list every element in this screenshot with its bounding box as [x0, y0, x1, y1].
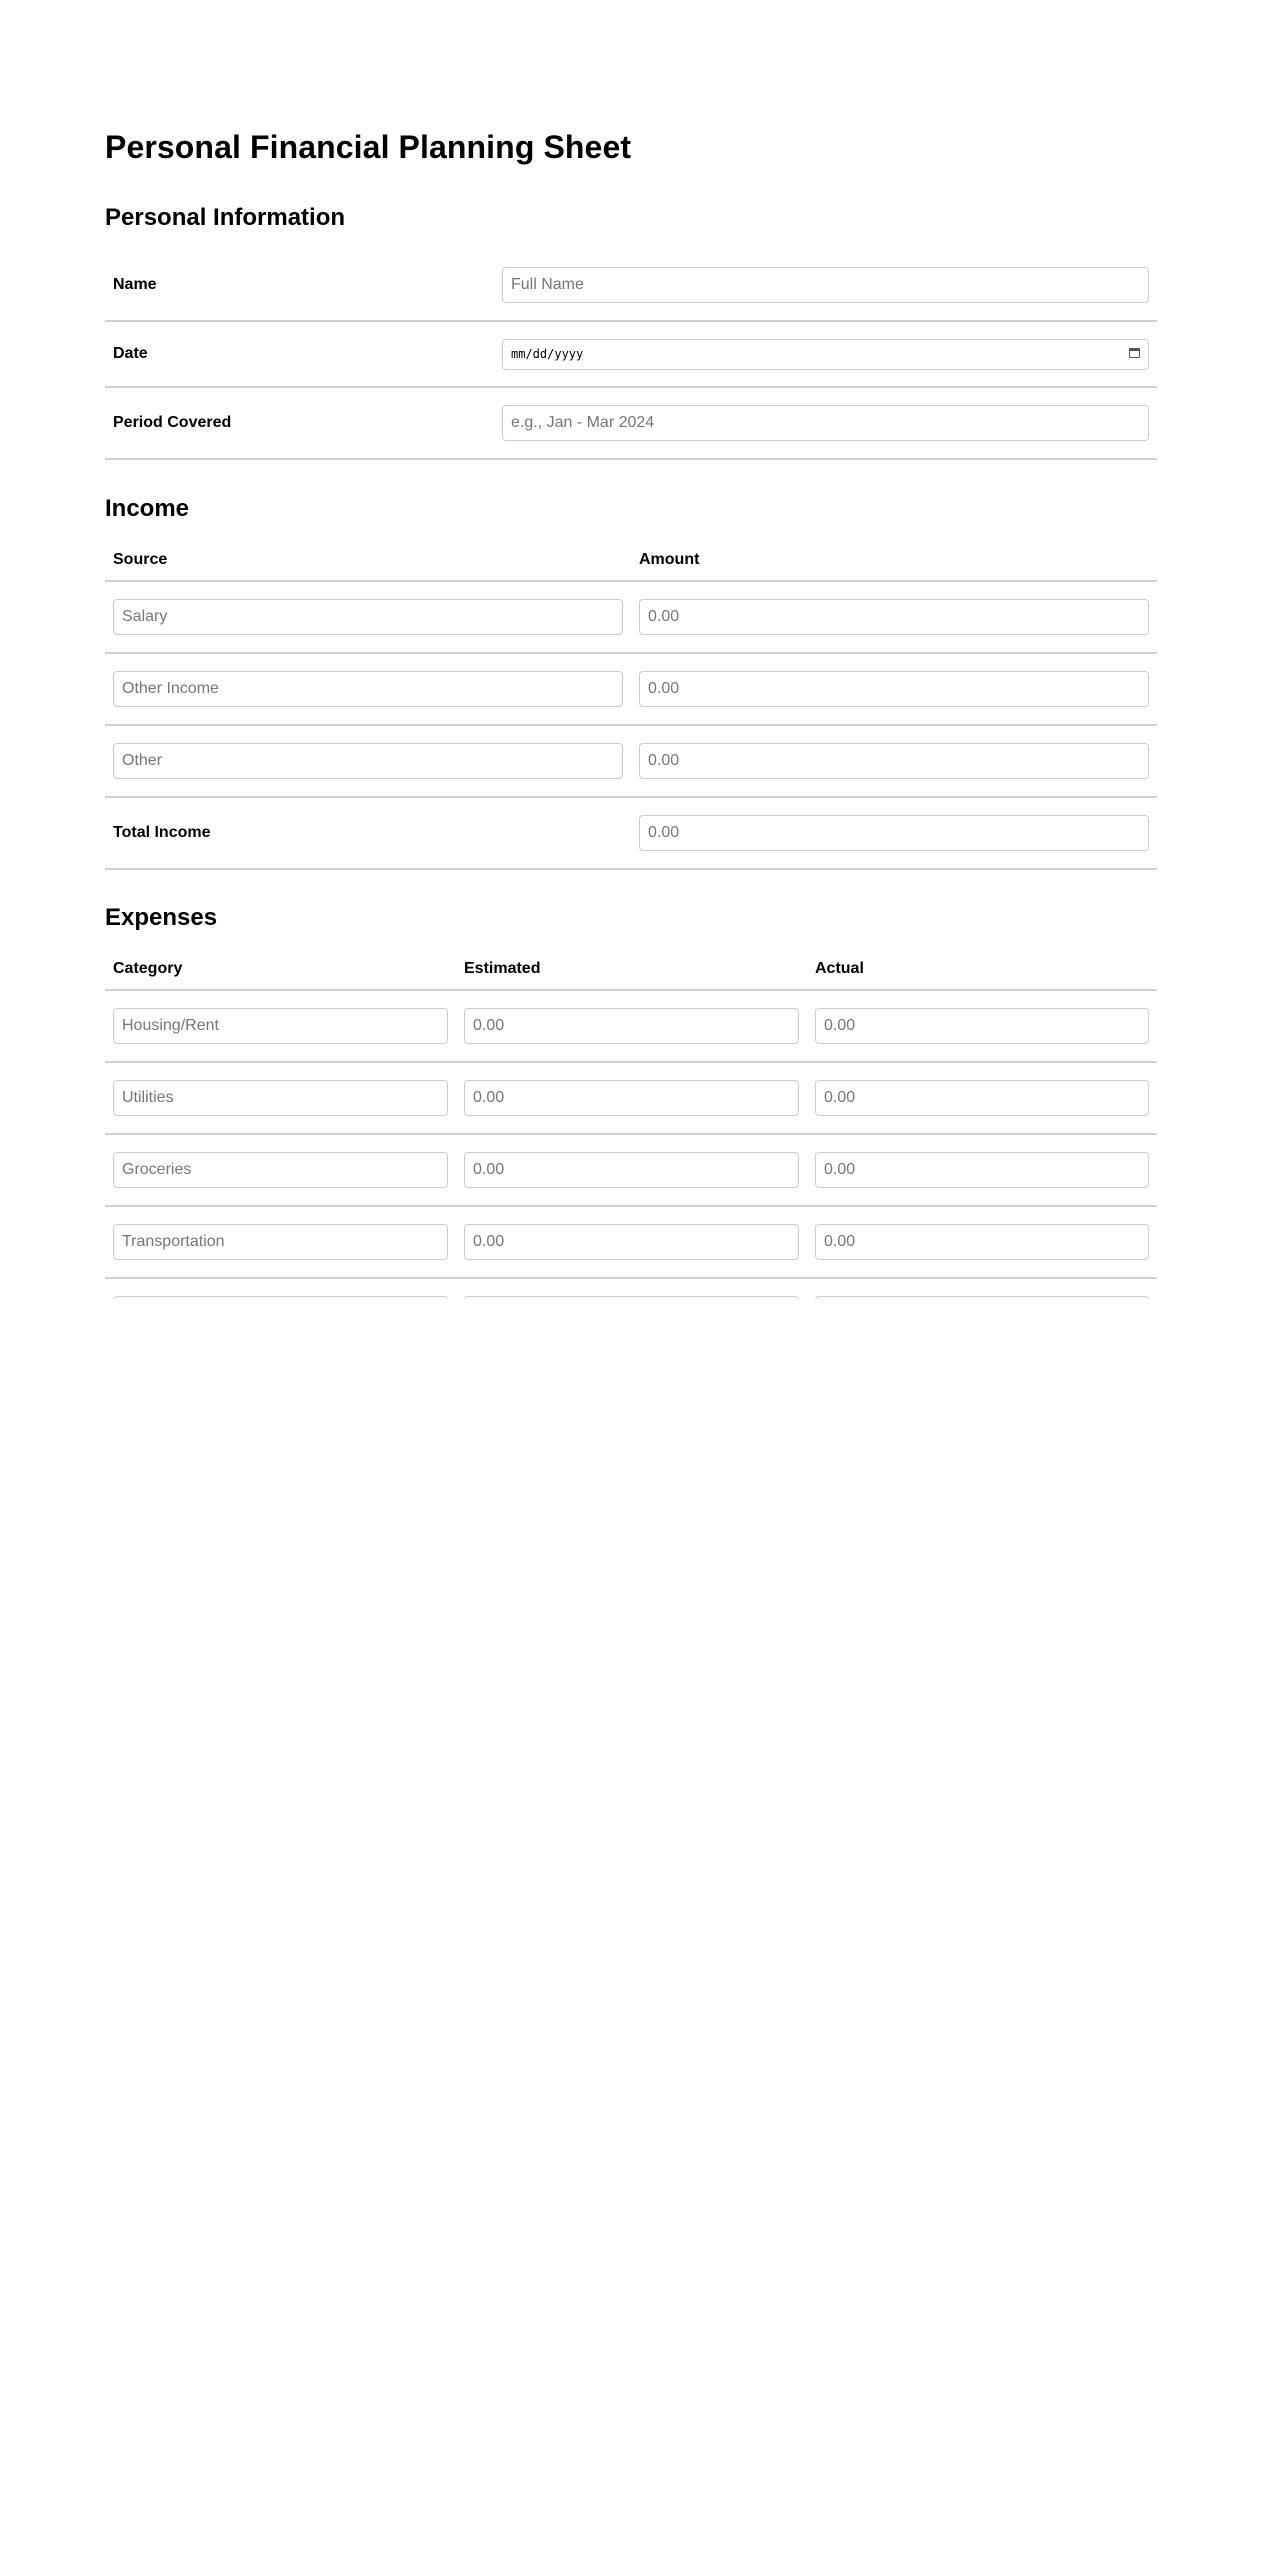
column-header-actual: Actual: [807, 949, 1157, 990]
income-total-row: [105, 797, 1157, 869]
column-header-amount: Amount: [631, 540, 1157, 581]
expenses-header-row: [105, 949, 1157, 990]
expense-category-input-housing[interactable]: [113, 1008, 448, 1044]
total-income-input[interactable]: [639, 815, 1149, 851]
expense-row: [105, 1062, 1157, 1134]
period-covered-input[interactable]: [502, 405, 1149, 441]
expense-row-clipped: [105, 1278, 1157, 1299]
page-title: Personal Financial Planning Sheet: [105, 129, 632, 165]
total-income-label: Total Income: [105, 797, 631, 869]
income-table: [105, 540, 1157, 870]
personal-info-row-date: [105, 321, 1157, 387]
expense-row: [105, 1206, 1157, 1278]
section-heading-expenses: Expenses: [105, 904, 218, 931]
expense-estimated-input[interactable]: [464, 1224, 799, 1260]
income-amount-input[interactable]: [639, 599, 1149, 635]
personal-info-table: [105, 250, 1157, 460]
expenses-table: [105, 949, 1157, 1299]
expense-actual-input[interactable]: [815, 1152, 1149, 1188]
expense-category-input-groceries[interactable]: [113, 1152, 448, 1188]
name-label: Name: [105, 250, 494, 321]
expense-estimated-input[interactable]: [464, 1008, 799, 1044]
income-source-input-salary[interactable]: [113, 599, 623, 635]
personal-info-row-name: [105, 250, 1157, 321]
column-header-source: Source: [105, 540, 631, 581]
income-source-input-other-income[interactable]: [113, 671, 623, 707]
column-header-category: Category: [105, 949, 456, 990]
section-heading-income: Income: [105, 495, 190, 522]
income-row: [105, 653, 1157, 725]
expense-estimated-input[interactable]: [464, 1080, 799, 1116]
expense-actual-input[interactable]: [815, 1224, 1149, 1260]
expense-row: [105, 1134, 1157, 1206]
expense-estimated-input[interactable]: [464, 1296, 799, 1299]
expense-estimated-input[interactable]: [464, 1152, 799, 1188]
income-header-row: [105, 540, 1157, 581]
expense-actual-input[interactable]: [815, 1008, 1149, 1044]
calendar-icon[interactable]: [1129, 348, 1140, 358]
date-format-placeholder: mm/dd/yyyy: [511, 347, 584, 361]
income-amount-input[interactable]: [639, 743, 1149, 779]
section-heading-personal-information: Personal Information: [105, 204, 346, 231]
expense-actual-input[interactable]: [815, 1296, 1149, 1299]
column-header-estimated: Estimated: [456, 949, 807, 990]
income-row: [105, 581, 1157, 653]
expense-category-input-transportation[interactable]: [113, 1224, 448, 1260]
date-input[interactable]: [502, 339, 1149, 370]
personal-info-row-period: [105, 387, 1157, 459]
expense-row: [105, 990, 1157, 1062]
expense-category-input-utilities[interactable]: [113, 1080, 448, 1116]
expense-actual-input[interactable]: [815, 1080, 1149, 1116]
date-label: Date: [105, 321, 494, 387]
period-covered-label: Period Covered: [105, 387, 494, 459]
expense-category-input[interactable]: [113, 1296, 448, 1299]
income-amount-input[interactable]: [639, 671, 1149, 707]
income-row: [105, 725, 1157, 797]
income-source-input-other[interactable]: [113, 743, 623, 779]
full-name-input[interactable]: [502, 267, 1149, 303]
